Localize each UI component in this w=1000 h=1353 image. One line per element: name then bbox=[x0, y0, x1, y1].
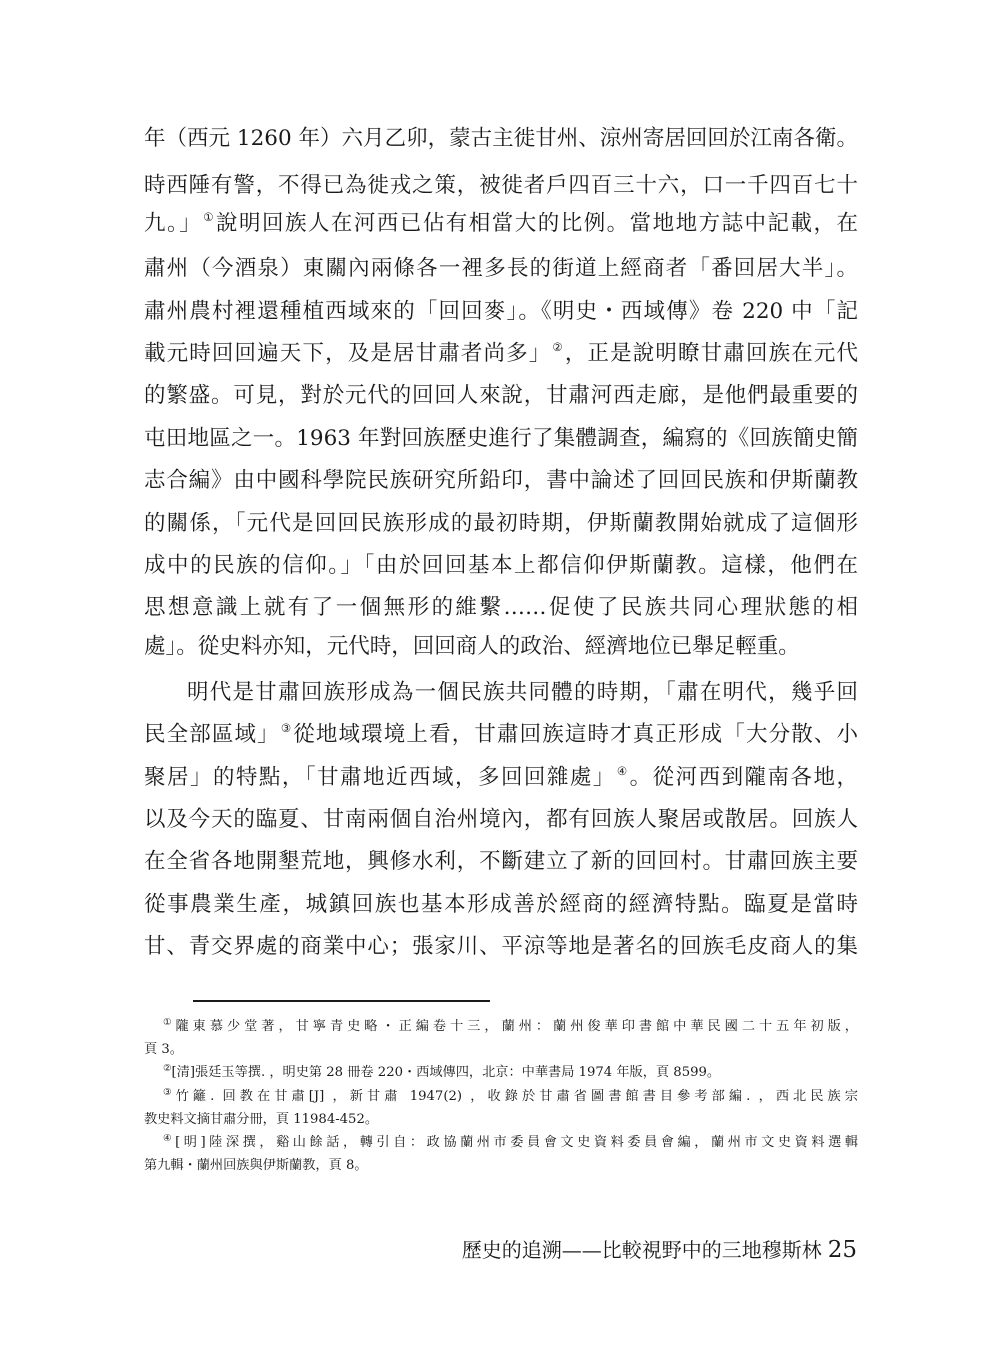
footnote-reference[interactable]: ④ bbox=[616, 764, 629, 778]
footnote-1-continued: 頁 3。 bbox=[144, 1042, 183, 1057]
page-number: 25 bbox=[827, 1237, 857, 1263]
body-line: 肅州農村裡還種植西域來的「回回麥」。《明史・西域傳》卷 220 中「記 bbox=[144, 299, 858, 324]
body-line: 時西陲有警，不得已為徙戎之策，被徙者戶四百三十六，口一千四百七十 bbox=[144, 173, 858, 198]
body-line bbox=[144, 715, 858, 755]
footnote-4 bbox=[163, 1132, 858, 1155]
footnote-text: 竹籬. 回教在甘肅[J] ，新甘肅 1947(2) ，收錄於甘肅省圖書館書目參考部編. ，西北民族宗 bbox=[175, 1089, 858, 1104]
body-line bbox=[144, 204, 858, 244]
footnote-mark: ① bbox=[163, 1017, 176, 1028]
body-text-segment: 。從河西到隴南各地， bbox=[629, 765, 858, 790]
footnote-reference[interactable]: ① bbox=[203, 210, 215, 224]
body-line: 的繁盛。可見，對於元代的回回人來說，甘肅河西走廊，是他們最重要的 bbox=[144, 383, 858, 408]
body-line: 屯田地區之一。1963 年對回族歷史進行了集體調查，編寫的《回族簡史簡 bbox=[144, 426, 858, 451]
body-text-segment: 載元時回回遍天下，及是居甘肅者尚多」 bbox=[144, 341, 552, 366]
footnote-mark: ② bbox=[163, 1063, 172, 1074]
footnote-3 bbox=[163, 1086, 858, 1109]
body-line: 明代是甘肅回族形成為一個民族共同體的時期，「肅在明代，幾乎回 bbox=[187, 680, 858, 705]
body-line: 在全省各地開墾荒地，興修水利，不斷建立了新的回回村。甘肅回族主要 bbox=[144, 849, 858, 874]
body-text-segment: 九。」 bbox=[144, 211, 203, 236]
body-text-segment: 聚居」的特點，「甘肅地近西域，多回回雜處」 bbox=[144, 765, 616, 790]
body-line: 年（西元 1260 年）六月乙卯，蒙古主徙甘州、涼州寄居回回於江南各衛。 bbox=[144, 126, 858, 151]
footnote-text: 隴東慕少堂著，甘寧青史略・正編卷十三，蘭州：蘭州俊華印書館中華民國二十五年初版， bbox=[175, 1019, 858, 1034]
body-line: 肅州（今酒泉）東關內兩條各一裡多長的街道上經商者「番回居大半」。 bbox=[144, 256, 858, 281]
footnote-1 bbox=[163, 1016, 858, 1039]
body-text-segment: 說明回族人在河西已佔有相當大的比例。當地地方誌中記載，在 bbox=[216, 211, 858, 236]
footnote-2 bbox=[163, 1062, 858, 1085]
body-line: 從事農業生產，城鎮回族也基本形成善於經商的經濟特點。臨夏是當時 bbox=[144, 892, 858, 917]
footnote-text: [清]張廷玉等撰. ，明史第 28 冊卷 220・西域傳四，北京：中華書局 1974 年版，頁 8599。 bbox=[171, 1065, 721, 1080]
body-line bbox=[144, 758, 858, 798]
body-text-segment: 民全部區域」 bbox=[144, 722, 280, 747]
body-line: 處」。從史料亦知，元代時，回回商人的政治、經濟地位已舉足輕重。 bbox=[144, 634, 800, 659]
body-line: 以及今天的臨夏、甘南兩個自治州境內，都有回族人聚居或散居。回族人 bbox=[144, 807, 858, 832]
body-line: 的關係，「元代是回回民族形成的最初時期，伊斯蘭教開始就成了這個形 bbox=[144, 511, 858, 536]
footnote-mark: ④ bbox=[163, 1133, 176, 1144]
body-text-segment: 從地域環境上看，甘肅回族這時才真正形成「大分散、小 bbox=[293, 722, 858, 747]
footnote-reference[interactable]: ② bbox=[552, 340, 564, 354]
footnote-reference[interactable]: ③ bbox=[280, 721, 293, 735]
footnote-mark: ③ bbox=[163, 1087, 176, 1098]
body-line: 成中的民族的信仰。」「由於回回基本上都信仰伊斯蘭教。這樣，他們在 bbox=[144, 553, 858, 578]
footnote-text: [明]陸深撰，谿山餘話，轉引自：政協蘭州市委員會文史資料委員會編，蘭州市文史資料選輯 bbox=[175, 1135, 858, 1150]
running-title: 歷史的追溯——比較視野中的三地穆斯林 bbox=[461, 1238, 822, 1262]
running-footer bbox=[462, 1230, 857, 1270]
body-line bbox=[144, 334, 858, 374]
footnote-4-continued: 第九輯・蘭州回族與伊斯蘭教，頁 8。 bbox=[144, 1158, 368, 1173]
footnote-divider bbox=[193, 1000, 490, 1002]
footnote-3-continued: 教史料文摘甘肅分冊，頁 11984-452。 bbox=[144, 1112, 379, 1127]
body-line: 志合編》由中國科學院民族研究所鉛印，書中論述了回回民族和伊斯蘭教 bbox=[144, 468, 858, 493]
body-line: 思想意識上就有了一個無形的維繫……促使了民族共同心理狀態的相 bbox=[144, 595, 858, 620]
body-line: 甘、青交界處的商業中心；張家川、平涼等地是著名的回族毛皮商人的集 bbox=[144, 934, 858, 959]
body-text-segment: ，正是說明瞭甘肅回族在元代 bbox=[564, 341, 858, 366]
